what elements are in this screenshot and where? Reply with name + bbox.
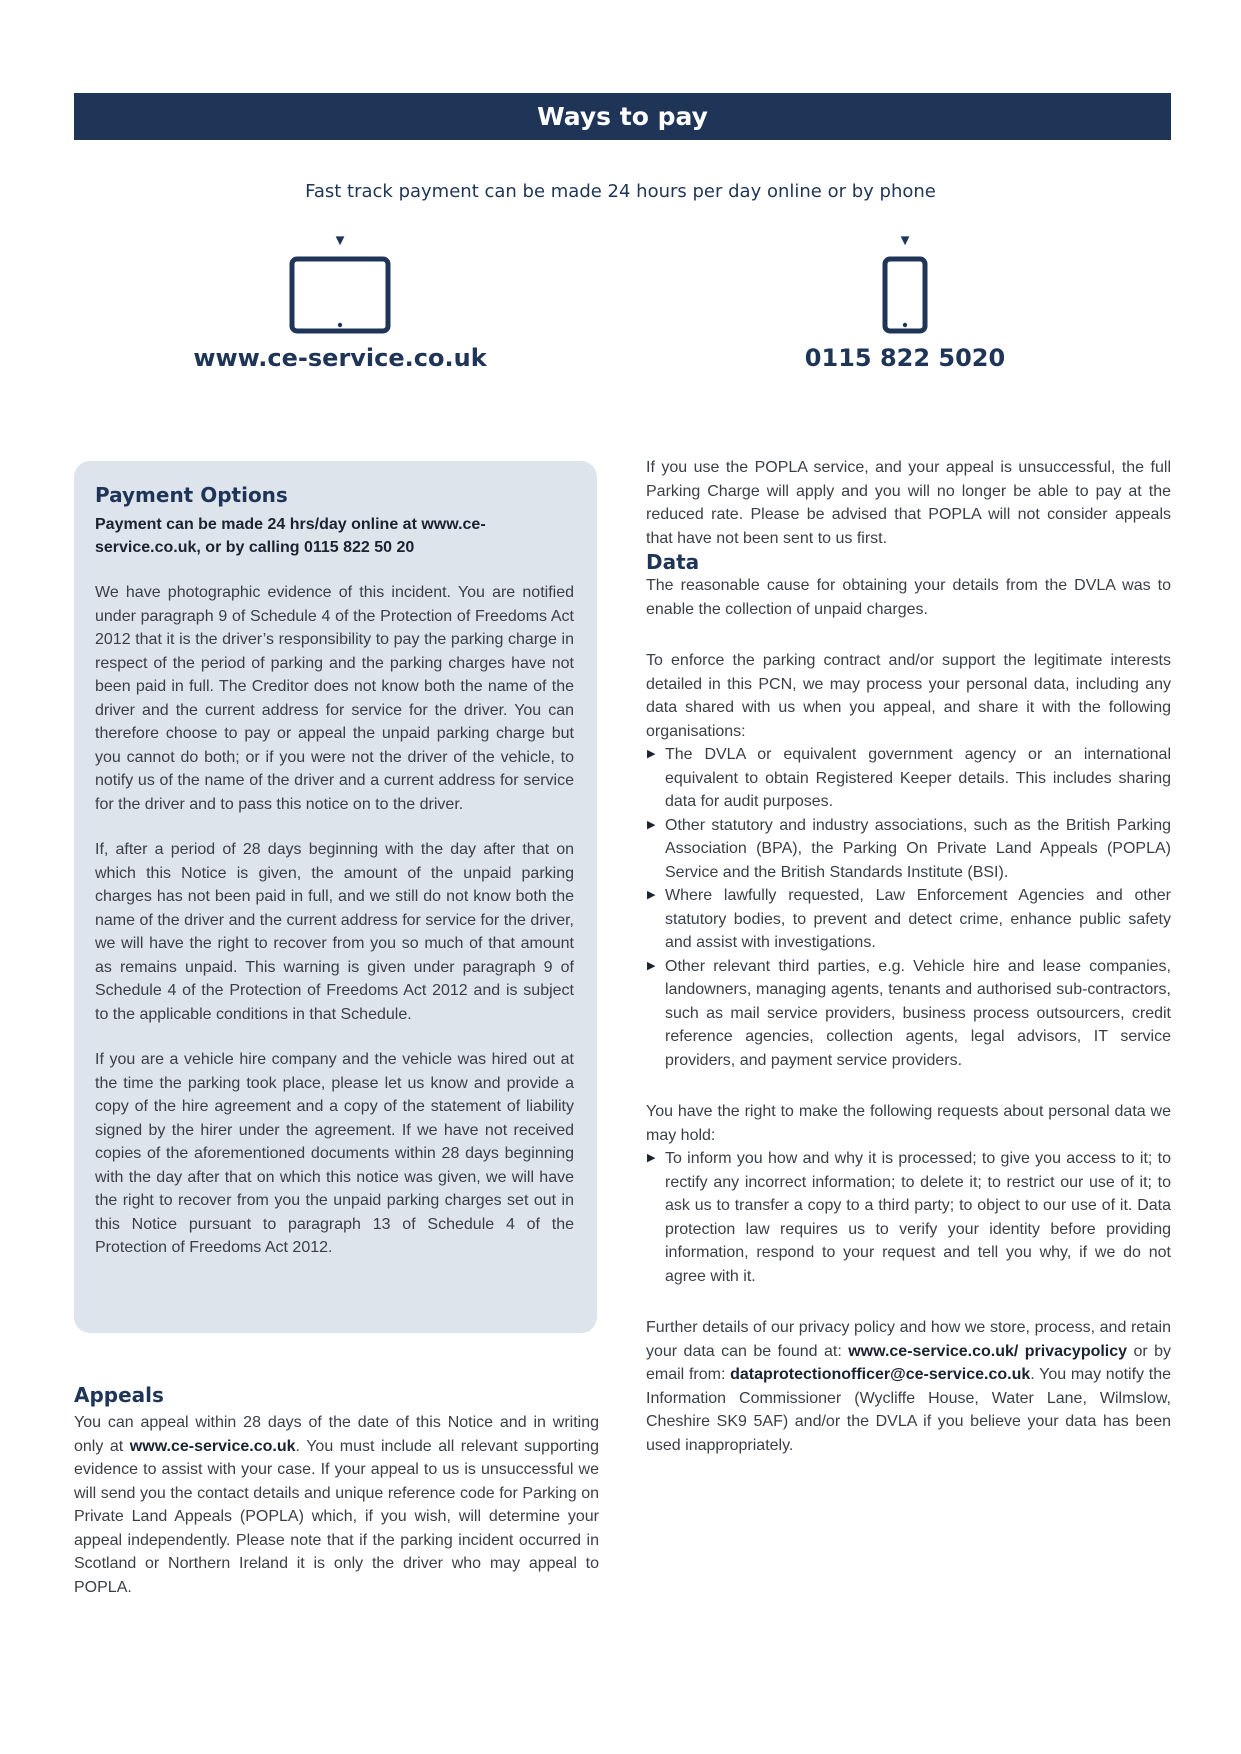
appeals-heading: Appeals <box>74 1383 164 1407</box>
privacy-paragraph <box>646 1316 1171 1457</box>
appeals-text-end: . You must include all relevant supporting evidence to assist with your case. If your appeal to us is unsuccessful we will send you the contact details and unique reference code for Parking on Private Land Appeals (POPLA) which, if you wish, will determine your appeal independently. Please note that if the parking incident occurred in Scotland or Northern Ireland it is only the driver who may appeal to POPLA. <box>74 1437 599 1596</box>
appeals-section <box>74 1383 599 1599</box>
list-item <box>646 743 1171 814</box>
triangle-bullet-icon: ▶ <box>647 1152 656 1164</box>
list-item-text: Other relevant third parties, e.g. Vehicle hire and lease companies, landowners, managing agents, tenants and authorised sub-contractors, such as mail service providers, business process outsourcers, credit reference agencies, collection agents, legal advisors, IT service providers, and payment service providers. <box>665 957 1171 1069</box>
ways-to-pay-banner <box>74 93 1171 140</box>
list-item-text: To inform you how and why it is processed; to give you access to it; to rectify any incorrect information; to delete it; to restrict our use of it; to ask us to transfer a copy to a third party; to object to our use of it. Data protection law requires us to verify your identity before providing information, respond to your request and tell you why, if we do not agree with it. <box>665 1150 1171 1285</box>
phone-number[interactable]: 0115 822 5020 <box>804 344 1006 372</box>
mobile-phone-icon <box>882 256 928 334</box>
data-paragraph-processing: To enforce the parking contract and/or support the legitimate interests detailed in this PCN, we may process your personal data, including any data shared with us when you appeal, and share it with the following organisations: <box>646 652 1171 740</box>
list-item-text: Where lawfully requested, Law Enforcement Agencies and other statutory bodies, to prevent and detect crime, enhance public safety and assist with investigations. <box>665 887 1171 951</box>
payment-options-lead: Payment can be made 24 hrs/day online at www.ce-service.co.uk, or by calling 0115 822 50 20 <box>95 516 486 556</box>
banner-title: Ways to pay <box>537 102 708 131</box>
list-item <box>646 1147 1171 1288</box>
hire-company-paragraph: If you are a vehicle hire company and the vehicle was hired out at the time the parking took place, please let us know and provide a copy of the hire agreement and a copy of the statement of liability signed by the hirer under the agreement. If we have not received copies of the aforementioned documents within 28 days beginning with the day after that on which this notice was given, we will have the right to recover from you the unpaid parking charges set out in this Notice pursuant to paragraph 13 of Schedule 4 of the Protection of Freedoms Act 2012. <box>95 1051 574 1256</box>
tablet-icon <box>289 256 391 334</box>
list-item <box>646 955 1171 1073</box>
data-paragraph-reason: The reasonable cause for obtaining your details from the DVLA was to enable the collection of unpaid charges. <box>646 577 1171 618</box>
website-link[interactable]: www.ce-service.co.uk <box>193 344 487 372</box>
rights-intro-paragraph: You have the right to make the following requests about personal data we may hold: <box>646 1103 1171 1144</box>
popla-note-paragraph: If you use the POPLA service, and your appeal is unsuccessful, the full Parking Charge will apply and you will no longer be able to pay at the reduced rate. Please be advised that POPLA will not consider appeals that have not been sent to us first. <box>646 459 1171 547</box>
data-heading: Data <box>646 550 700 574</box>
triangle-bullet-icon: ▶ <box>647 818 656 831</box>
privacy-policy-link[interactable]: www.ce-service.co.uk/ privacypolicy <box>848 1342 1128 1360</box>
payment-options-box <box>74 461 597 1333</box>
payment-options-heading: Payment Options <box>95 483 288 507</box>
triangle-bullet-icon: ▶ <box>647 959 656 972</box>
down-arrow-icon: ▼ <box>332 232 348 249</box>
privacy-text-end: . You may notify the Information Commissioner (Wycliffe House, Water Lane, Wilmslow, Cheshire SK9 5AF) and/or the DVLA if you believe your data has been used inappropriately. <box>646 1366 1171 1454</box>
organisations-list <box>646 743 1171 1072</box>
triangle-bullet-icon: ▶ <box>647 889 656 901</box>
list-item-text: Other statutory and industry associations, such as the British Parking Association (BPA), the Parking On Private Land Appeals (POPLA) Service and the British Standards Institute (BSI). <box>665 816 1171 881</box>
privacy-text-middle: or by email from: <box>646 1342 1172 1383</box>
online-payment-method <box>140 233 540 372</box>
privacy-email-link[interactable]: dataprotectionofficer@ce-service.co.uk <box>730 1366 1031 1383</box>
list-item <box>646 814 1171 885</box>
recovery-warning-paragraph: If, after a period of 28 days beginning with the day after that on which this Notice is given, the amount of the unpaid parking charges has not been paid in full, and we still do not know both the name of the driver and the current address for service for the driver, we will have the right to recover from you so much of that amount as remains unpaid. This warning is given under paragraph 9 of Schedule 4 of the Protection of Freedoms Act 2012 and is subject to the applicable conditions in that Schedule. <box>95 841 574 1023</box>
appeals-website-link[interactable]: www.ce-service.co.uk <box>129 1437 296 1455</box>
list-item <box>646 884 1171 955</box>
fast-track-subtitle: Fast track payment can be made 24 hours per day online or by phone <box>305 181 936 202</box>
right-column <box>646 456 1171 1457</box>
phone-payment-method <box>705 233 1105 372</box>
triangle-bullet-icon: ▶ <box>647 748 656 760</box>
appeals-text-start: You can appeal within 28 days of the date of this Notice and in writing only at <box>74 1414 599 1455</box>
photographic-evidence-paragraph: We have photographic evidence of this incident. You are notified under paragraph 9 of Schedule 4 of the Protection of Freedoms Act 2012 that it is the driver’s responsibility to pay the parking charge in respect of the period of parking and the parking charges have not been paid in full. The Creditor does not know both the name of the driver and the current address for service for the driver. You can therefore choose to pay or appeal the unpaid parking charge but you cannot do both; or if you were not the driver of the vehicle, to notify us of the name of the driver and a current address for service for the driver and to pass this notice on to the driver. <box>95 584 574 813</box>
list-item-text: The DVLA or equivalent government agency or an international equivalent to obtain Registered Keeper details. This includes sharing data for audit purposes. <box>665 746 1171 810</box>
down-arrow-icon: ▼ <box>897 232 913 249</box>
privacy-text-start: Further details of our privacy policy and how we store, process, and retain your data can be found at: <box>646 1319 1171 1360</box>
appeals-paragraph <box>74 1411 599 1599</box>
rights-list <box>646 1147 1171 1288</box>
